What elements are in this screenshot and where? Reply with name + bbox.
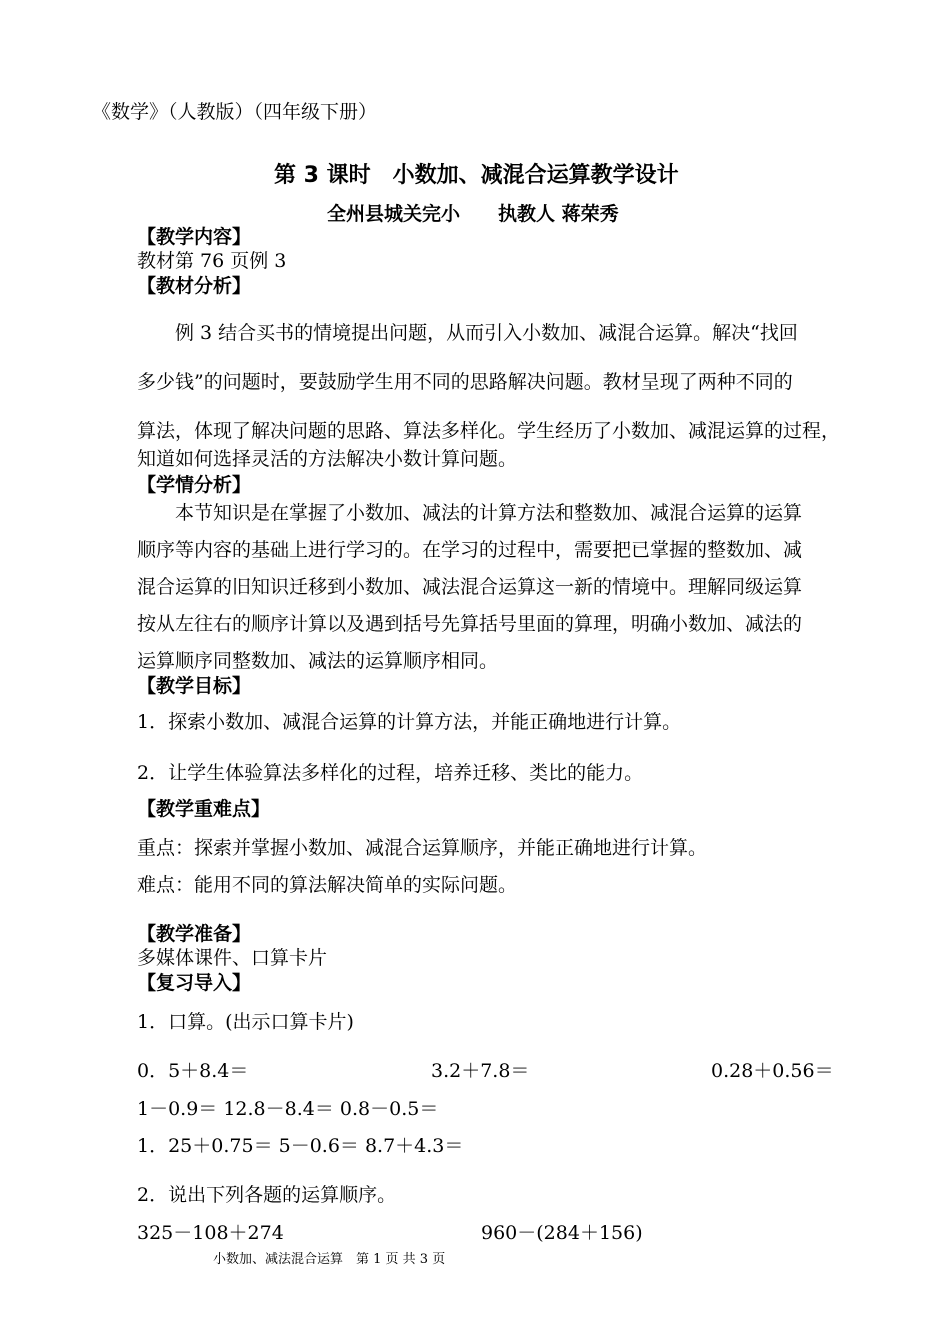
goal-item: 1．探索小数加、减混合运算的计算方法，并能正确地进行计算。 xyxy=(137,711,682,733)
students-paragraph xyxy=(137,495,862,680)
analysis-paragraph xyxy=(137,309,862,456)
calc-row: 1．25＋0.75＝ 5－0.6＝ 8.7＋4.3＝ xyxy=(137,1135,464,1157)
page-footer: 小数加、减法混合运算 第 1 页 共 3 页 xyxy=(213,1252,446,1267)
analysis-line: 例 3 结合买书的情境提出问题，从而引入小数加、减混合运算。解决“找回 xyxy=(137,322,798,344)
order-expression: 960－(284＋156) xyxy=(481,1222,643,1244)
students-line: 运算顺序同整数加、减法的运算顺序相同。 xyxy=(137,650,499,672)
calc-expression: 3.2＋7.8＝ xyxy=(431,1060,530,1082)
heading-prep: 【教学准备】 xyxy=(137,923,252,945)
book-header: 《数学》（人教版）（四年级下册） xyxy=(92,101,378,123)
heading-review: 【复习导入】 xyxy=(137,972,252,994)
heading-goals: 【教学目标】 xyxy=(137,675,252,697)
students-line: 本节知识是在掌握了小数加、减法的计算方法和整数加、减混合运算的运算 xyxy=(137,502,803,524)
analysis-line-last: 知道如何选择灵活的方法解决小数计算问题。 xyxy=(137,448,518,470)
review-item-1: 1．口算。(出示口算卡片) xyxy=(137,1011,354,1033)
content-text: 教材第 76 页例 3 xyxy=(137,250,287,272)
calc-expression: 0.28＋0.56＝ xyxy=(711,1060,834,1082)
order-expression: 325－108＋274 xyxy=(137,1222,284,1244)
calc-expression: 0．5＋8.4＝ xyxy=(137,1060,249,1082)
page-title: 第 3 课时 小数加、减混合运算教学设计 xyxy=(274,163,679,188)
heading-analysis: 【教材分析】 xyxy=(137,275,252,297)
byline: 全州县城关完小 执教人 蒋荣秀 xyxy=(327,203,619,225)
review-item-2: 2．说出下列各题的运算顺序。 xyxy=(137,1184,397,1206)
students-line: 顺序等内容的基础上进行学习的。在学习的过程中，需要把已掌握的整数加、减 xyxy=(137,539,803,561)
students-line: 按从左往右的顺序计算以及遇到括号先算括号里面的算理，明确小数加、减法的 xyxy=(137,613,803,635)
heading-content: 【教学内容】 xyxy=(137,226,252,248)
difficult-point: 难点：能用不同的算法解决简单的实际问题。 xyxy=(137,874,518,896)
key-point: 重点：探索并掌握小数加、减混合运算顺序，并能正确地进行计算。 xyxy=(137,837,708,859)
analysis-line: 多少钱”的问题时，要鼓励学生用不同的思路解决问题。教材呈现了两种不同的 xyxy=(137,371,793,393)
goal-item: 2．让学生体验算法多样化的过程，培养迁移、类比的能力。 xyxy=(137,762,644,784)
heading-students: 【学情分析】 xyxy=(137,474,252,496)
calc-row: 1－0.9＝ 12.8－8.4＝ 0.8－0.5＝ xyxy=(137,1098,439,1120)
students-line: 混合运算的旧知识迁移到小数加、减法混合运算这一新的情境中。理解同级运算 xyxy=(137,576,803,598)
analysis-line: 算法，体现了解决问题的思路、算法多样化。学生经历了小数加、减混运算的过程， xyxy=(137,420,841,442)
prep-text: 多媒体课件、口算卡片 xyxy=(137,947,328,969)
heading-keypoints: 【教学重难点】 xyxy=(137,798,271,820)
